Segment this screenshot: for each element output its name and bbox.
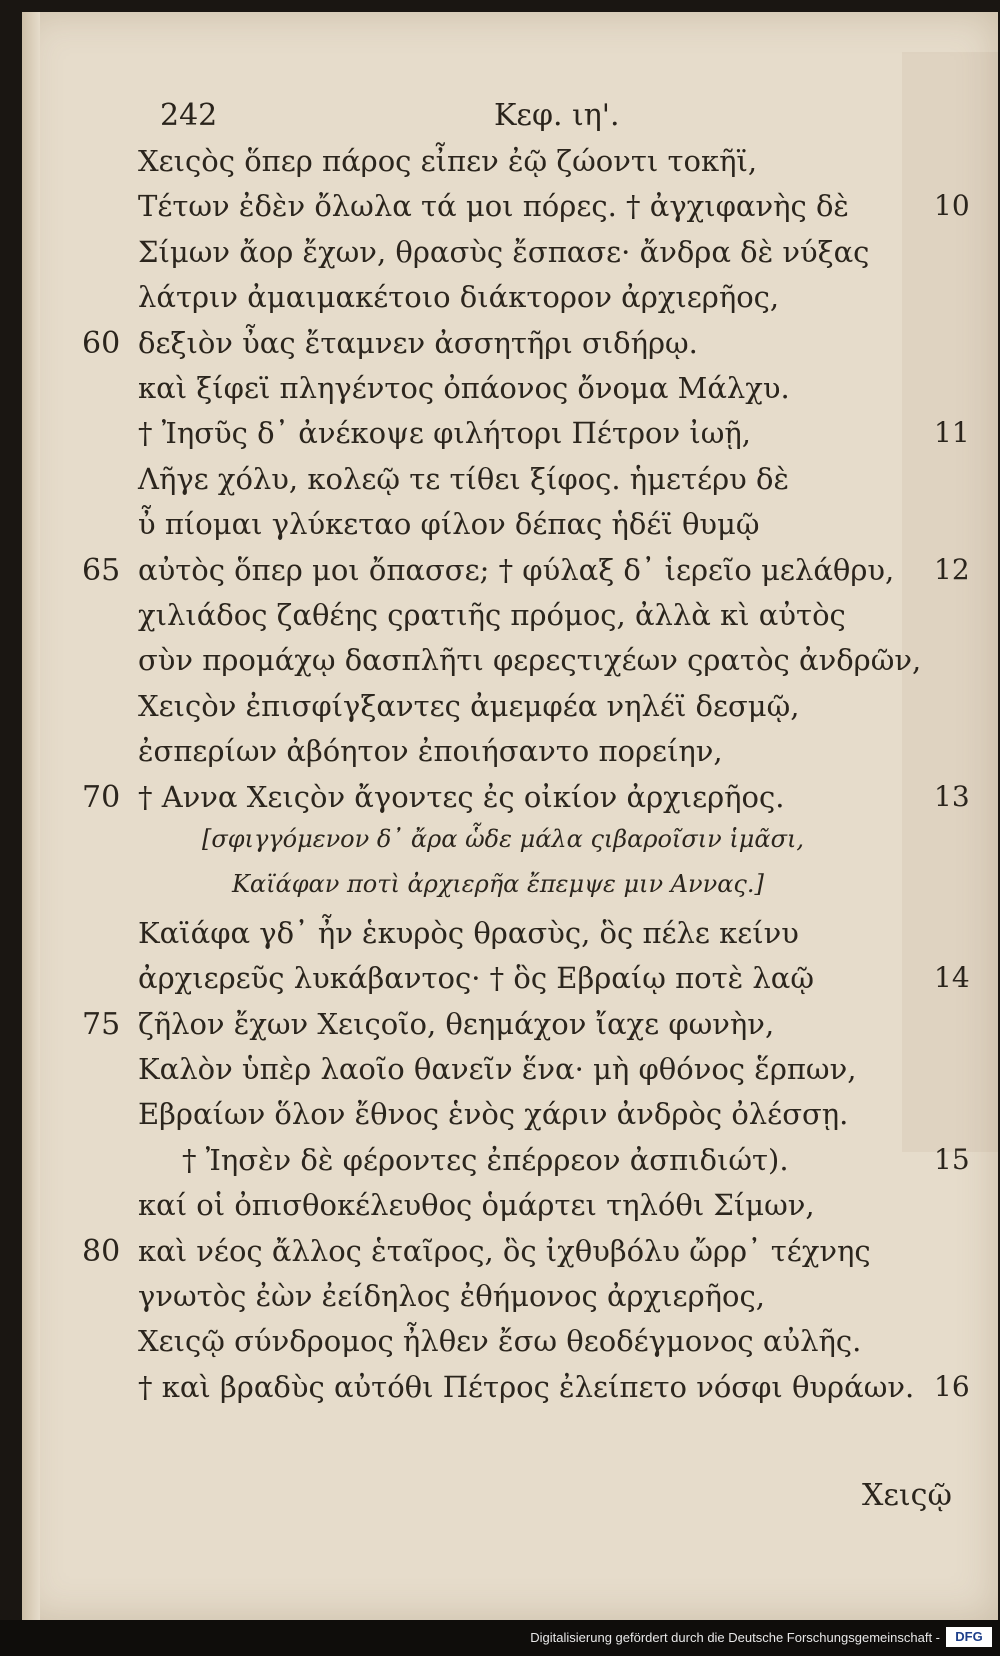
verse-text-line: † Ἰησῦς δ᾽ ἀνέκοψε φιλήτορι Πέτρον ἰωῇ, [138,416,751,451]
verse-text-line: αὐτὸς ὅπερ μοι ὄπασσε; † φύλαξ δ᾽ ἱερεῖο μελάθρυ, [138,552,895,587]
verse-line [22,780,998,824]
verse-number: 10 [934,189,970,223]
verse-line [22,189,998,233]
verse-number: 11 [934,416,970,450]
verse-number: 12 [934,552,970,586]
verse-line [22,916,998,960]
line-number: 75 [82,1006,121,1042]
page-number: 242 [160,98,218,133]
verse-line [22,1143,998,1187]
verse-text-line: σὺν προμάχῳ δασπλῆτι φερεςτιχέων ςρατὸς ἀνδρῶν, [138,643,922,678]
verse-text-line: Τέτων ἐδὲν ὄλωλα τά μοι πόρες. † ἀγχιφανὴς δὲ [138,189,849,224]
verse-line [22,507,998,551]
verse-text-line: χιλιάδος ζαθέης ςρατιῆς πρόμος, ἀλλὰ κὶ αὐτὸς [138,598,846,632]
verse-text-line: καὶ ξίφεϊ πληγέντος ὀπάονος ὄνομα Μάλχυ. [138,371,790,405]
verse-line [22,734,998,778]
verse-line [22,235,998,279]
verse-line [22,961,998,1005]
line-number: 65 [82,552,121,588]
verse-text-line: Χειςὸς ὅπερ πάρος εἶπεν ἐῷ ζώοντι τοκῆϊ, [138,144,758,178]
verse-line [22,1097,998,1141]
catchword: Χειςῷ [862,1478,952,1513]
verse-line [22,462,998,506]
verse-line [22,280,998,324]
verse-text-line: ἀρχιερεῦς λυκάβαντος· † ὃς Εβραίῳ ποτὲ λαῷ [138,961,815,996]
book-page [22,12,998,1620]
verse-text-line: ὖ πίομαι γλύκεταο φίλον δέπας ἡδέϊ θυμῷ [138,507,760,542]
verse-text-line: † Ἰησὲν δὲ φέροντες ἐπέρρεον ἀσπιδιώτ). [182,1142,789,1177]
verse-line [22,1370,998,1414]
verse-text-line: ζῆλον ἔχων Χειςοῖο, θεημάχον ἴαχε φωνὴν, [138,1006,775,1041]
verse-text-line: Λῆγε χόλυ, κολεῷ τε τίθει ξίφος. ἡμετέρυ δὲ [138,461,790,496]
verse-line [22,1324,998,1368]
digitization-footer [0,1620,1000,1656]
verse-line [22,144,998,188]
running-head: Κεφ. ιη'. [494,98,620,133]
verse-text-line: Καλὸν ὑπὲρ λαοῖο θανεῖν ἕνα· μὴ φθόνος ἕρπων, [138,1052,857,1086]
verse-text-line: Χειςὸν ἐπισφίγξαντες ἀμεμφέα νηλέϊ δεσμῷ, [138,688,800,723]
verse-line [22,689,998,733]
verse-line [22,1188,998,1232]
verse-text-line: Εβραίων ὅλον ἔθνος ἑνὸς χάριν ἀνδρὸς ὀλέσσῃ. [138,1097,849,1132]
line-number: 70 [82,779,121,815]
verse-text-line: γνωτὸς ἐὼν ἐείδηλος ἐθήμονος ἀρχιερῆος, [138,1279,765,1313]
verse-text-line: [σφιγγόμενον δ᾽ ἄρα ὧδε μάλα ςιβαροῖσιν ἱμᾶσι, [202,825,804,853]
verse-text-line: † καὶ βραδὺς αὐτόθι Πέτρος ἐλείπετο νόσφι θυράων. [138,1369,915,1404]
verse-line [22,598,998,642]
verse-line [22,553,998,597]
verse-line [22,326,998,370]
verse-number: 16 [934,1369,970,1403]
footer-text: Digitalisierung gefördert durch die Deutsche Forschungsgemeinschaft - [530,1630,940,1645]
verse-line [22,870,998,914]
dfg-logo-icon: DFG [946,1627,992,1647]
verse-line [22,1052,998,1096]
verse-line [22,643,998,687]
verse-line [22,1007,998,1051]
page-header [138,98,898,142]
verse-text-line: Σίμων ἄορ ἔχων, θρασὺς ἔσπασε· ἄνδρα δὲ νύξας [138,234,870,269]
verse-line [22,371,998,415]
verse-text-line: καὶ νέος ἄλλος ἑταῖρος, ὃς ἰχθυβόλυ ὤρρ᾽ τέχνης [138,1233,871,1268]
verse-text-line: Χειςῷ σύνδρομος ἦλθεν ἔσω θεοδέγμονος αὐλῆς. [138,1324,862,1359]
verse-text-line: ἐσπερίων ἀβόητον ἐποιήσαντο πορείην, [138,734,723,769]
verse-number: 15 [934,1142,970,1176]
verse-line [22,1279,998,1323]
verse-text-line: δεξιὸν ὖας ἔταμνεν ἀσσητῆρι σιδήρῳ. [138,325,698,360]
verse-number: 14 [934,961,970,995]
verse-text-line: καί οἱ ὀπισθοκέλευθος ὁμάρτει τηλόθι Σίμων, [138,1188,815,1223]
verse-text-line: Καϊάφαν ποτὶ ἀρχιερῆα ἔπεμψε μιν Αννας.] [232,870,764,899]
verse-line [22,416,998,460]
line-number: 60 [82,325,121,361]
verse-line [22,825,998,869]
line-number: 80 [82,1233,121,1269]
verse-line [22,1234,998,1278]
verse-text-line: † Αννα Χειςὸν ἄγοντες ἐς οἰκίον ἀρχιερῆος. [138,779,785,814]
verse-text-line: Καϊάφα γδ᾽ ἦν ἑκυρὸς θρασὺς, ὃς πέλε κείνυ [138,915,799,950]
verse-text-line: λάτριν ἀμαιμακέτοιο διάκτορον ἀρχιερῆος, [138,280,780,315]
verse-number: 13 [934,779,970,813]
